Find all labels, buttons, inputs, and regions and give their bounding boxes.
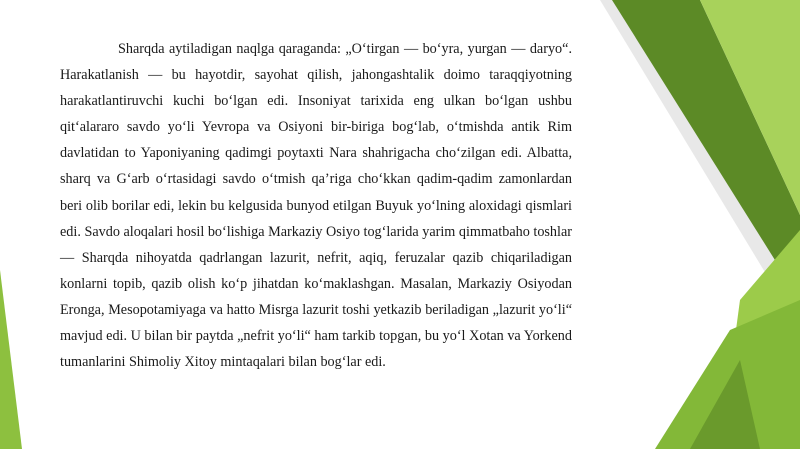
body-paragraph: Sharqda aytiladigan naqlga qaraganda: „O‘tirgan — bo‘yra, yurgan — daryo“. Harakatlanish — bu hayotdir, sayohat qilish, jahongashtalik doimo taraqqiyotning harakatlantiruvchi kuchi bo‘lgan edi. Insoniyat tarixida eng ulkan bo‘lgan ushbu qit‘alararo savdo yo‘li Yevropa va Osiyoni bir-biriga bog‘lab, o‘tmishda antik Rim davlatidan to Yaponiyaning qadimgi poytaxti Nara shahrigacha cho‘zilgan edi. Albatta, sharq va G‘arb o‘rtasidagi savdo o‘tmish qa’riga cho‘kkan qadim-qadim zamonlardan beri olib borilar edi, lekin bu kelgusida bunyod etilgan Buyuk yo‘lning aloxidagi qismlari edi. Savdo aloqalari hosil bo‘lishiga Markaziy Osiyo tog‘larida yarim qimmatbaho toshlar — Sharqda nihoyatda qadrlangan lazurit, nefrit, aqiq, feruzalar qazib chiqariladigan konlarni topib, qazib olish ko‘p jihatdan ko‘maklashgan. Masalan, Markaziy Osiyodan Eronga, Mesopotamiyaga va hatto Misrga lazurit toshi yetkazib beriladigan „lazurit yo‘li“ mavjud edi. U bilan bir paytda „nefrit yo‘li“ ham tarkib topgan, bu yo‘l Xotan va Yorkend tumanlarini Shimoliy Xitoy mintaqalari bilan bog‘lar edi. bbox=[60, 41, 572, 371]
left-green-sliver bbox=[0, 270, 22, 449]
